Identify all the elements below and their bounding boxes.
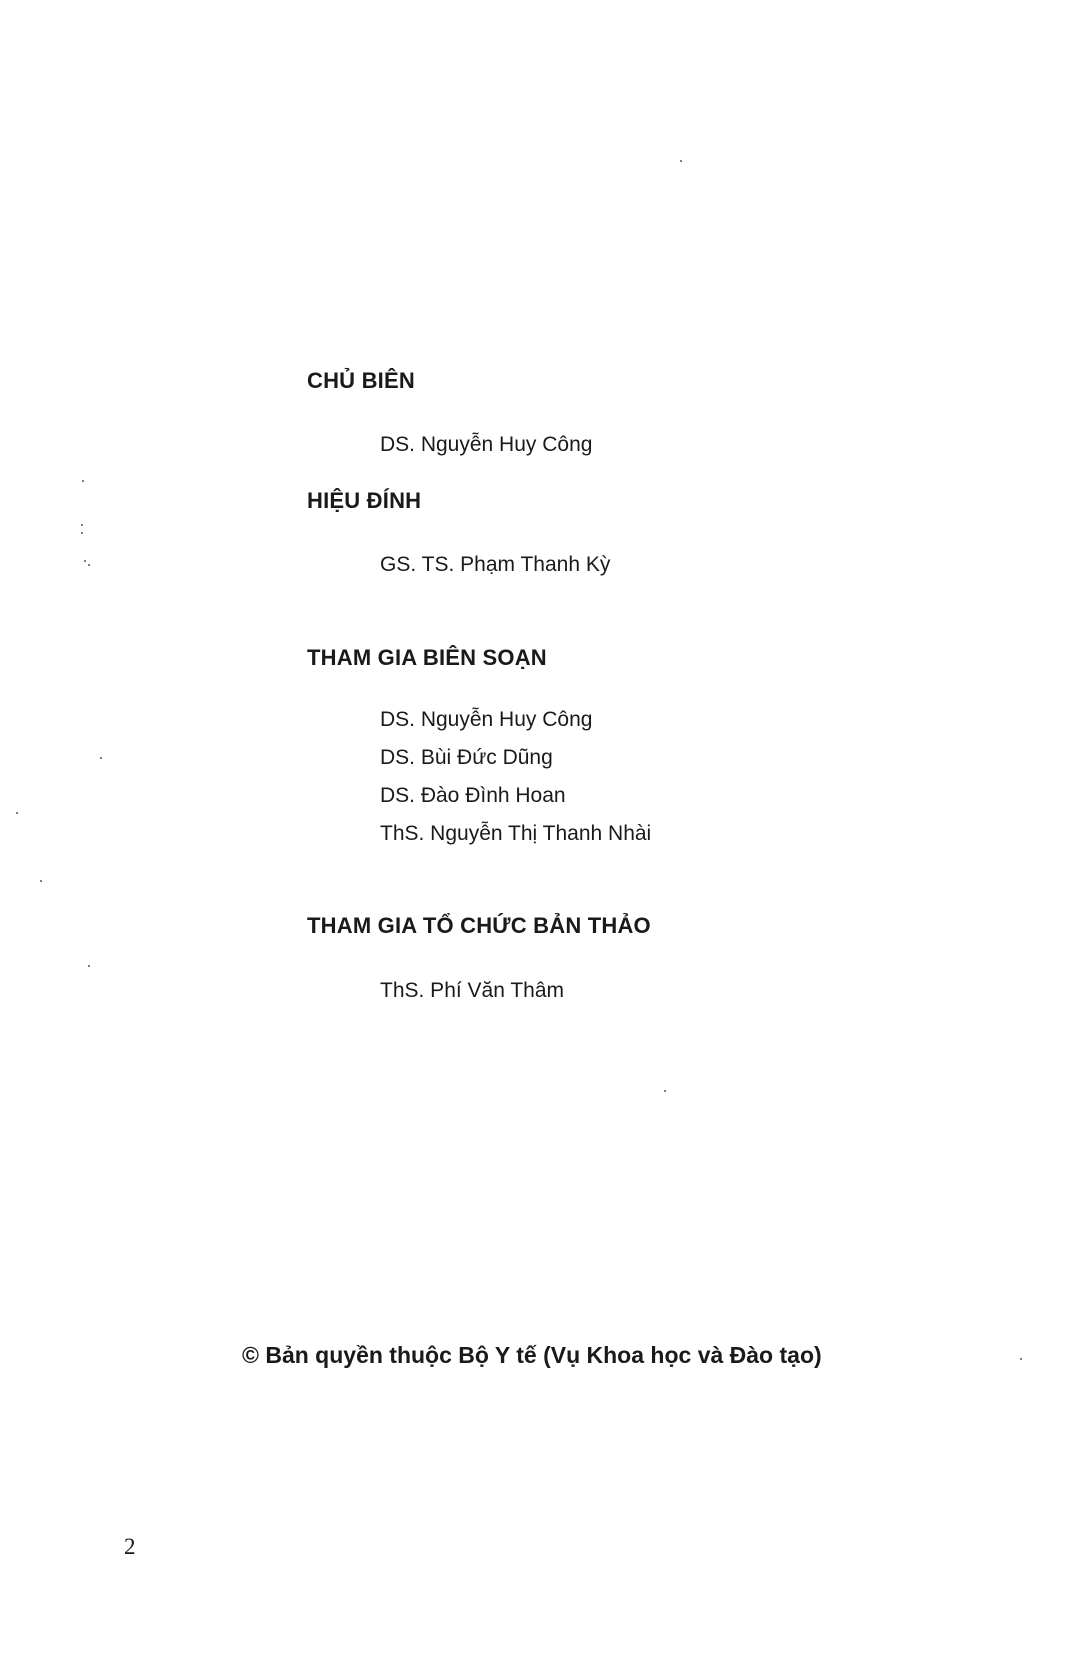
scan-speck [40,880,42,882]
reviewer-name: GS. TS. Phạm Thanh Kỳ [380,553,611,576]
section-heading-tham-gia-to-chuc-ban-thao: THAM GIA TỔ CHỨC BẢN THẢO [307,913,651,938]
scan-speck [81,532,83,534]
section-heading-chu-bien: CHỦ BIÊN [307,368,415,393]
author-name: ThS. Nguyễn Thị Thanh Nhài [380,822,652,845]
scan-speck [81,524,83,526]
scan-speck [680,160,682,162]
section-heading-tham-gia-bien-soan: THAM GIA BIÊN SOẠN [307,645,547,670]
author-name: DS. Đào Đình Hoan [380,784,566,807]
scan-speck [88,965,90,967]
scan-speck [88,564,90,566]
section-heading-hieu-dinh: HIỆU ĐÍNH [307,488,422,513]
editor-in-chief-name: DS. Nguyễn Huy Công [380,433,593,456]
copyright-notice: © Bản quyền thuộc Bộ Y tế (Vụ Khoa học và Đào tạo) [242,1342,822,1368]
scan-speck [664,1090,666,1092]
organizer-name: ThS. Phí Văn Thâm [380,979,565,1002]
scan-speck [16,812,18,814]
scan-speck [82,480,84,482]
scan-speck [84,560,86,562]
page-number: 2 [124,1534,136,1559]
scan-speck [100,757,102,759]
author-name: DS. Nguyễn Huy Công [380,708,593,731]
scan-speck [1020,1358,1022,1360]
author-name: DS. Bùi Đức Dũng [380,746,553,769]
